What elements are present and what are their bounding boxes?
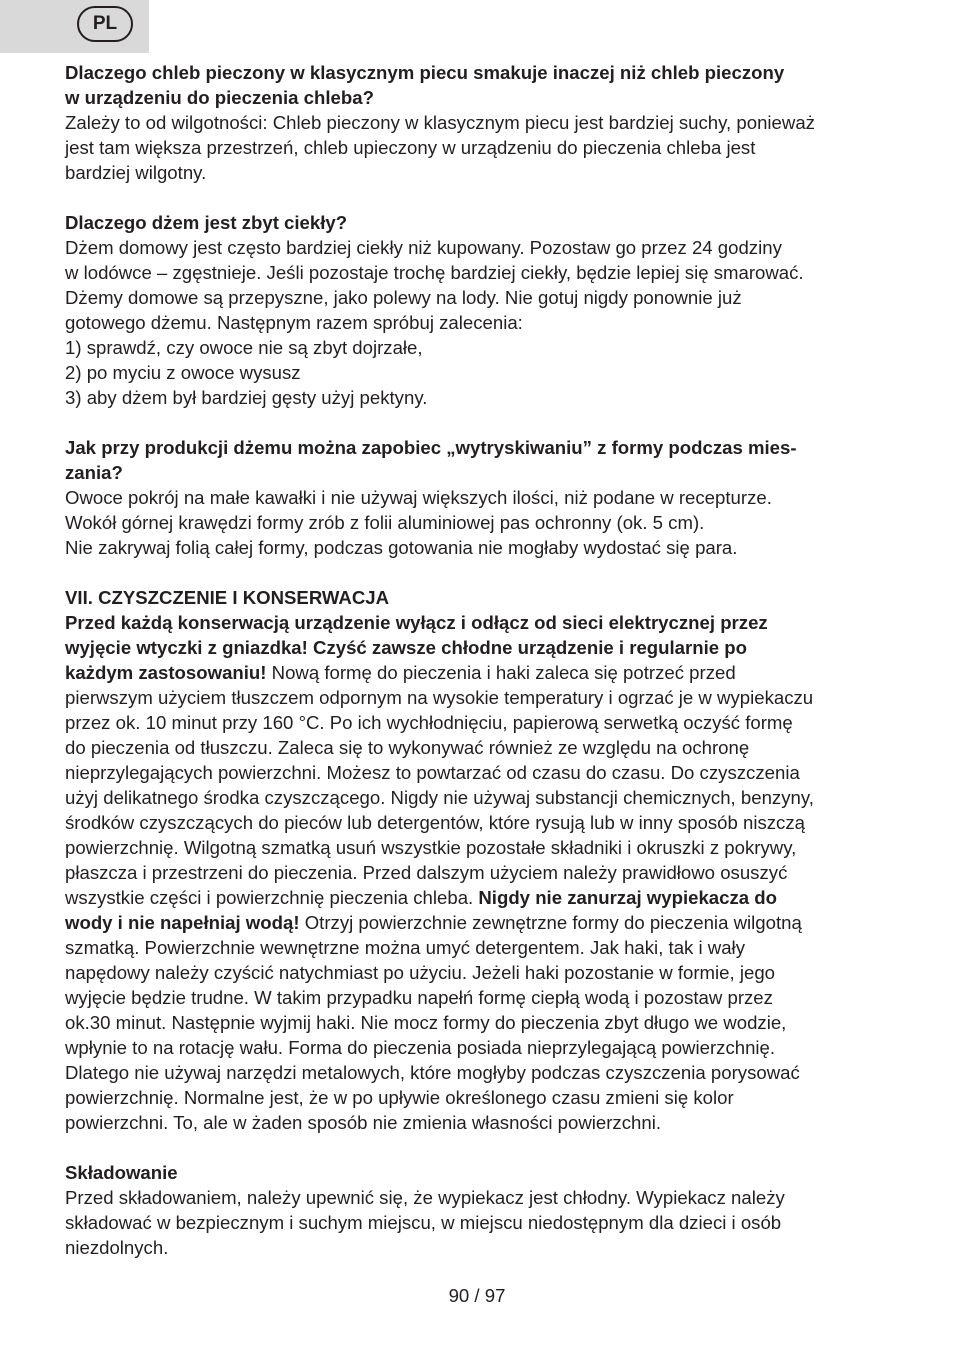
faq-answer-line: Nie zakrywaj folią całej formy, podczas gotowania nie mogłaby wydostać się para. xyxy=(65,537,738,558)
faq-answer-line: Owoce pokrój na małe kawałki i nie używaj większych ilości, niż podane w recepturze. xyxy=(65,487,772,508)
warning-text: wody i nie napełniaj wodą! xyxy=(65,912,300,933)
faq-answer-line: Wokół górnej krawędzi formy zrób z folii aluminiowej pas ochronny (ok. 5 cm). xyxy=(65,512,705,533)
faq-bread-taste xyxy=(65,60,895,185)
faq-answer-list-item: 1) sprawdź, czy owoce nie są zbyt dojrzałe, xyxy=(65,337,423,358)
cleaning-line: ok.30 minut. Następnie wyjmij haki. Nie mocz formy do pieczenia zbyt długo we wodzie, xyxy=(65,1012,787,1033)
language-badge: PL xyxy=(77,6,133,42)
storage-section xyxy=(65,1160,895,1260)
cleaning-line xyxy=(65,910,895,935)
storage-line: składować w bezpiecznym i suchym miejscu, w miejscu niedostępnym dla dzieci i osób xyxy=(65,1212,782,1233)
body-text: Otrzyj powierzchnie zewnętrzne formy do pieczenia wilgotną xyxy=(299,912,802,933)
warning-text: każdym zastosowaniu! xyxy=(65,662,267,683)
section-heading: Składowanie xyxy=(65,1162,178,1183)
cleaning-section xyxy=(65,585,895,1135)
storage-line: Przed składowaniem, należy upewnić się, że wypiekacz jest chłodny. Wypiekacz należy xyxy=(65,1187,785,1208)
manual-page-content xyxy=(65,60,895,1260)
body-text: Nową formę do pieczenia i haki zaleca się potrzeć przed xyxy=(266,662,736,683)
cleaning-line: pierwszym użyciem tłuszczem odpornym na wysokie temperatury i ogrzać je w wypiekaczu xyxy=(65,687,814,708)
warning-text: Nigdy nie zanurzaj wypiekacza do xyxy=(478,887,777,908)
cleaning-line: wpłynie to na rotację wału. Forma do pieczenia posiada nieprzylegającą powierzchnię. xyxy=(65,1037,776,1058)
faq-answer-line: gotowego dżemu. Następnym razem spróbuj zalecenia: xyxy=(65,312,523,333)
faq-question: Dlaczego chleb pieczony w klasycznym piecu smakuje inaczej niż chleb pieczony xyxy=(65,62,785,83)
faq-question: w urządzeniu do pieczenia chleba? xyxy=(65,87,374,108)
cleaning-line: do pieczenia od tłuszczu. Zaleca się to wykonywać również ze względu na ochronę xyxy=(65,737,750,758)
cleaning-line: powierzchnię. Normalne jest, że w po upływie określonego czasu zmieni się kolor xyxy=(65,1087,734,1108)
faq-answer-line: Dżemy domowe są przepyszne, jako polewy na lody. Nie gotuj nigdy ponownie już xyxy=(65,287,742,308)
storage-line: niezdolnych. xyxy=(65,1237,169,1258)
faq-answer-line: Zależy to od wilgotności: Chleb pieczony w klasycznym piecu jest bardziej suchy, ponieważ xyxy=(65,112,815,133)
faq-jam-liquid xyxy=(65,210,895,410)
cleaning-line: nieprzylegających powierzchni. Możesz to powtarzać od czasu do czasu. Do czyszczenia xyxy=(65,762,800,783)
page-number: 90 / 97 xyxy=(448,1285,506,1306)
cleaning-line: napędowy należy czyścić natychmiast po użyciu. Jeżeli haki pozostanie w formie, jego xyxy=(65,962,776,983)
cleaning-line xyxy=(65,660,895,685)
cleaning-line: powierzchnię. Wilgotną szmatką usuń wszystkie pozostałe składniki i okruszki z pokrywy, xyxy=(65,837,797,858)
faq-answer-line: w lodówce – zgęstnieje. Jeśli pozostaje trochę bardziej ciekły, będzie lepiej się smarować. xyxy=(65,262,804,283)
faq-answer-list-item: 3) aby dżem był bardziej gęsty użyj pektyny. xyxy=(65,387,428,408)
faq-question: zania? xyxy=(65,462,123,483)
cleaning-line: przez ok. 10 minut przy 160 °C. Po ich wychłodnięciu, papierową serwetką oczyść formę xyxy=(65,712,793,733)
faq-jam-splatter xyxy=(65,435,895,560)
body-text: wszystkie części i powierzchnię pieczenia chleba. xyxy=(65,887,479,908)
faq-question: Jak przy produkcji dżemu można zapobiec „wytryskiwaniu” z formy podczas mies- xyxy=(65,437,797,458)
cleaning-line: powierzchni. To, ale w żaden sposób nie zmienia własności powierzchni. xyxy=(65,1112,661,1133)
cleaning-line: szmatką. Powierzchnie wewnętrzne można umyć detergentem. Jak haki, tak i wały xyxy=(65,937,745,958)
faq-answer-line: jest tam większa przestrzeń, chleb upieczony w urządzeniu do pieczenia chleba jest xyxy=(65,137,756,158)
language-tab xyxy=(0,0,149,53)
cleaning-line: środków czyszczących do pieców lub detergentów, które rysują lub w inny sposób niszczą xyxy=(65,812,805,833)
cleaning-line xyxy=(65,885,895,910)
faq-answer-list-item: 2) po myciu z owoce wysusz xyxy=(65,362,301,383)
cleaning-line: Dlatego nie używaj narzędzi metalowych, które mogłyby podczas czyszczenia porysować xyxy=(65,1062,800,1083)
section-heading: VII. CZYSZCZENIE I KONSERWACJA xyxy=(65,587,390,608)
faq-answer-line: bardziej wilgotny. xyxy=(65,162,207,183)
cleaning-line: użyj delikatnego środka czyszczącego. Nigdy nie używaj substancji chemicznych, benzyny, xyxy=(65,787,814,808)
warning-text: wyjęcie wtyczki z gniazdka! Czyść zawsze chłodne urządzenie i regularnie po xyxy=(65,637,747,658)
cleaning-line: wyjęcie będzie trudne. W takim przypadku napełń formę ciepłą wodą i pozostaw przez xyxy=(65,987,773,1008)
warning-text: Przed każdą konserwacją urządzenie wyłącz i odłącz od sieci elektrycznej przez xyxy=(65,612,768,633)
faq-answer-line: Dżem domowy jest często bardziej ciekły niż kupowany. Pozostaw go przez 24 godziny xyxy=(65,237,782,258)
faq-question: Dlaczego dżem jest zbyt ciekły? xyxy=(65,212,348,233)
cleaning-line: płaszcza i przestrzeni do pieczenia. Przed dalszym użyciem należy prawidłowo osuszyć xyxy=(65,862,788,883)
